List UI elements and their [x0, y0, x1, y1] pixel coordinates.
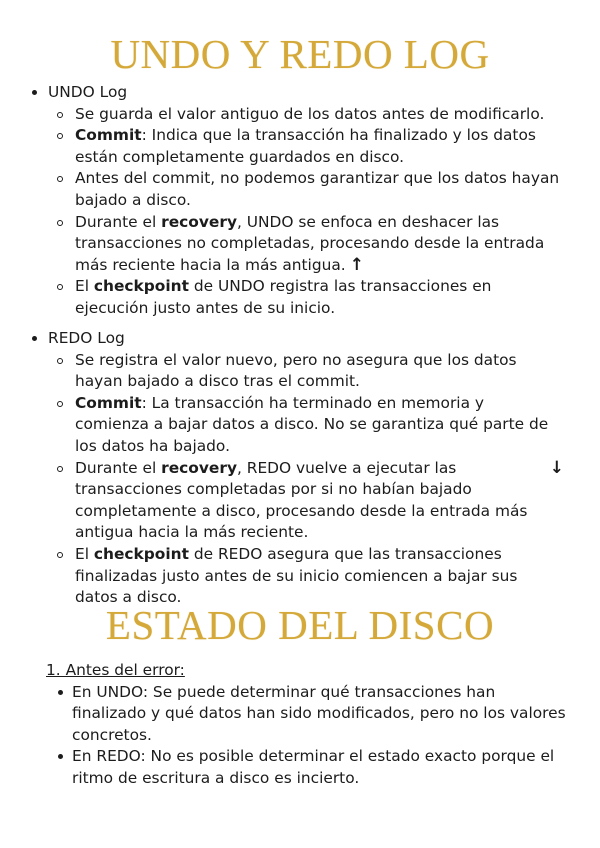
subheading: 1. Antes del error:	[46, 661, 185, 679]
list-item: El checkpoint de UNDO registra las transacciones en ejecución justo antes de su inicio.	[48, 276, 560, 319]
bold-term: checkpoint	[93, 277, 189, 296]
list-item-redo-log	[0, 328, 600, 609]
list-item: Commit: Indica que la transacción ha finalizado y los datos están completamente guardados en disco.	[48, 125, 560, 168]
list-item: Se guarda el valor antiguo de los datos antes de modificarlo.	[48, 104, 560, 126]
redo-log-label: REDO Log	[48, 329, 125, 347]
arrow-up-icon: ↑	[349, 254, 364, 275]
section-title-estado: ESTADO DEL DISCO	[105, 602, 495, 648]
bold-term: Commit	[75, 393, 142, 412]
list-item: Durante el recovery, UNDO se enfoca en deshacer las transacciones no completadas, procesando desde la entrada más reciente hacia la más antigua. ↑	[48, 212, 560, 277]
bold-term: recovery	[161, 458, 237, 477]
list-item: Commit: La transacción ha terminado en memoria y comienza a bajar datos a disco. No se garantiza qué parte de los datos ha bajado.	[48, 393, 560, 458]
list-item: En UNDO: Se puede determinar qué transacciones han finalizado y qué datos han sido modificados, pero no los valores concretos.	[0, 682, 567, 747]
bold-term: checkpoint	[93, 544, 189, 563]
bold-term: Commit	[75, 126, 142, 145]
arrow-down-icon: ↓	[549, 457, 564, 478]
list-item: Antes del commit, no podemos garantizar que los datos hayan bajado a disco.	[48, 168, 560, 211]
list-item: En REDO: No es posible determinar el estado exacto porque el ritmo de escritura a disco es incierto.	[0, 746, 567, 789]
list-item: El checkpoint de REDO asegura que las transacciones finalizadas justo antes de su inicio comiencen a bajar sus datos a disco.	[48, 544, 560, 609]
bold-term: recovery	[161, 212, 237, 231]
list-item: Se registra el valor nuevo, pero no asegura que los datos hayan bajado a disco tras el commit.	[48, 350, 560, 393]
list-item-undo-log	[0, 82, 600, 320]
undo-log-section	[0, 82, 600, 320]
redo-log-section	[0, 328, 600, 609]
page-title: UNDO Y REDO LOG	[110, 31, 490, 77]
undo-log-label: UNDO Log	[48, 83, 128, 101]
estado-section	[0, 660, 600, 790]
list-item: ↓ Durante el recovery, REDO vuelve a ejecutar las transacciones completadas por si no habían bajado completamente a disco, procesando desde la entrada más antigua hacia la más reciente.	[48, 458, 560, 544]
